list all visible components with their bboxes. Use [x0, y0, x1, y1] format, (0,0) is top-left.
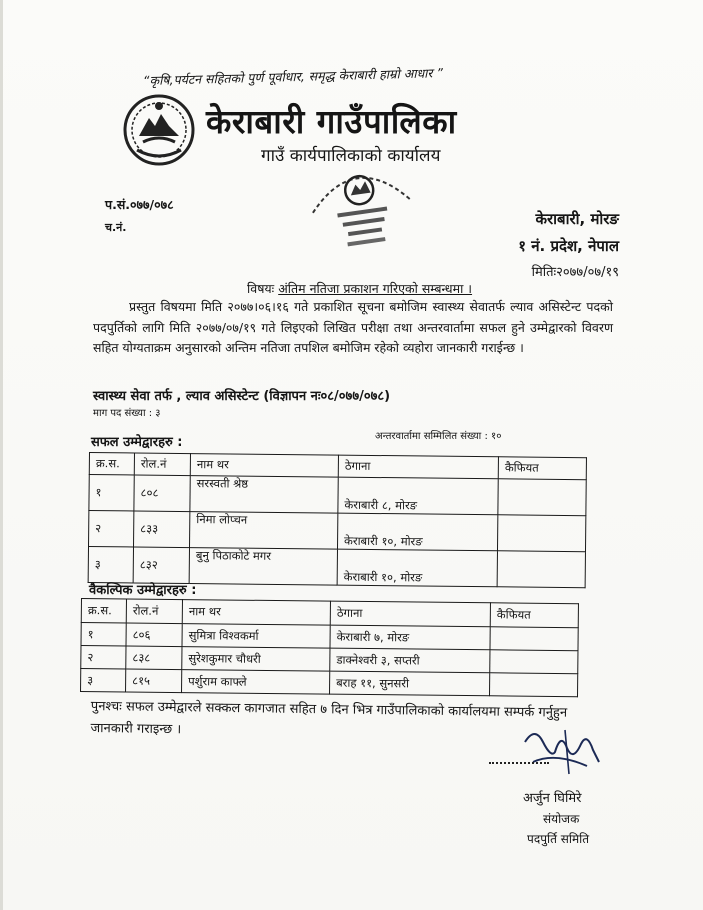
- body-paragraph-text: प्रस्तुत विषयमा मिति २०७७।०६।१६ गते प्रकाशित सूचना बमोजिम स्वास्थ्य सेवातर्फ ल्याव असिस्टेन्ट पदको पदपुर्तिको लागि मिति २०७७/०७/१९ गते लिइएको लिखित परीक्षा तथा अन्तरवार्तामा सफल हुने उम्मेद्वारको विवरण सहित योग्यताक्रम अनुसारको अन्तिम नतिजा तपशिल बमोजिम रहेको व्यहोरा जानकारी गराईन्छ ।: [93, 299, 613, 355]
- header-name: नाम थर: [190, 454, 338, 478]
- cell-address: केराबारी ७, मोरङ: [330, 625, 490, 650]
- cell-sn: ३: [88, 547, 133, 583]
- cell-sn: १: [89, 475, 134, 511]
- cell-sn: ३: [81, 669, 126, 692]
- body-paragraph: [93, 297, 613, 359]
- cell-address: बराह ११, सुनसरी: [330, 671, 490, 696]
- cell-roll: ८०८: [134, 475, 190, 512]
- service-heading: स्वास्थ्य सेवा तर्फ , ल्याव असिस्टेन्ट (विज्ञापन नः०८/०७७/०७८): [93, 389, 391, 404]
- table-row: [81, 669, 578, 697]
- cell-address: डाक्नेश्वरी ३, सप्तरी: [330, 648, 490, 673]
- header-name: नाम थर: [182, 600, 330, 626]
- posts-count: माग पद संख्या : ३: [93, 408, 161, 419]
- signature-dotted-line: [489, 762, 549, 764]
- cell-roll: ८०६: [126, 623, 182, 647]
- alternate-section-title: वैकल्पिक उम्मेद्वारहरु :: [89, 583, 197, 598]
- address-line-1: केराबारी, मोरङ: [535, 210, 619, 228]
- cell-sn: १: [81, 623, 126, 646]
- cell-remarks: [489, 673, 577, 697]
- dispatch-number: च.नं.: [105, 221, 127, 234]
- postscript-note: पुनश्चः सफल उम्मेद्वारले सक्कल कागजात सहित ७ दिन भित्र गाउँपालिकाको कार्यालयमा सम्पर्क गर्नुहुन जानकारी गराइन्छ ।: [90, 698, 568, 738]
- office-subtitle: गाउँ कार्यपालिकाको कार्यालय: [261, 146, 441, 166]
- signatory-committee: पदपुर्ति समिति: [527, 832, 590, 846]
- header-roll: रोल.नं: [134, 453, 190, 476]
- handwritten-signature: [495, 722, 615, 786]
- cell-name: पर्शुराम काफ्ले: [182, 670, 330, 695]
- table-row: [89, 475, 586, 516]
- header-address: ठेगाना: [338, 455, 498, 479]
- cell-remarks: [498, 479, 586, 516]
- header-remarks: कैफियत: [490, 603, 578, 628]
- cell-roll: ८३८: [126, 646, 182, 670]
- cell-sn: २: [81, 646, 126, 669]
- cell-remarks: [490, 650, 578, 674]
- header-sn: क्र.स.: [89, 453, 134, 475]
- nepal-emblem-icon: [121, 92, 197, 168]
- letter-date: मितिः२०७७/०७/१९: [531, 265, 619, 280]
- subject-line: [247, 280, 472, 297]
- subject-label: विषयः: [247, 281, 275, 296]
- cell-address: केराबारी १०, मोरङ: [337, 549, 497, 587]
- cell-roll: ८३३: [134, 511, 190, 548]
- cell-remarks: [497, 515, 585, 552]
- header-remarks: कैफियत: [498, 457, 586, 480]
- header-roll: रोल.नं: [126, 599, 182, 624]
- signatory-name: अर्जुन घिमिरे: [523, 791, 582, 806]
- cell-name: बुनु पिठाकोटे मगर: [189, 548, 337, 586]
- address-line-2: १ नं. प्रदेश, नेपाल: [518, 237, 619, 255]
- header-address: ठेगाना: [330, 601, 490, 627]
- slogan: “कृषि,पर्यटन सहितको पुर्ण पूर्वाधार, समृद्ध केराबारी हाम्रो आधार ”: [142, 65, 444, 88]
- successful-candidates-table: [88, 452, 587, 588]
- successful-section-title: सफल उम्मेद्वारहरु :: [91, 435, 183, 450]
- cell-name: निमा लोप्चन: [190, 512, 338, 550]
- cell-address: केराबारी १०, मोरङ: [337, 513, 497, 551]
- header-sn: क्र.स.: [81, 599, 126, 623]
- cell-remarks: [490, 627, 578, 651]
- cell-name: सुरेशकुमार चौधरी: [182, 647, 330, 672]
- shortlisted-count: अन्तरवार्तामा सम्मिलित संख्या : १०: [375, 431, 502, 442]
- cell-roll: ८१५: [126, 669, 182, 693]
- alternate-candidates-table: [80, 598, 579, 697]
- cell-name: सुमित्रा विश्वकर्मा: [182, 624, 330, 649]
- office-name: केराबारी गाउँपालिका: [206, 102, 457, 141]
- cell-roll: ८३२: [133, 547, 189, 584]
- signatory-role: संयोजक: [543, 812, 580, 826]
- office-seal-icon: [303, 160, 421, 260]
- cell-remarks: [497, 551, 585, 588]
- cell-address: केराबारी ८, मोरङ: [338, 477, 498, 515]
- cell-name: सरस्वती श्रेष्ठ: [190, 476, 338, 514]
- table-row: [89, 511, 586, 552]
- subject-text: अंतिम नतिजा प्रकाशन गरिएको सम्बन्धमा ।: [278, 281, 473, 296]
- reference-number: प.सं.०७७/०७८: [105, 197, 174, 212]
- cell-sn: २: [89, 511, 134, 547]
